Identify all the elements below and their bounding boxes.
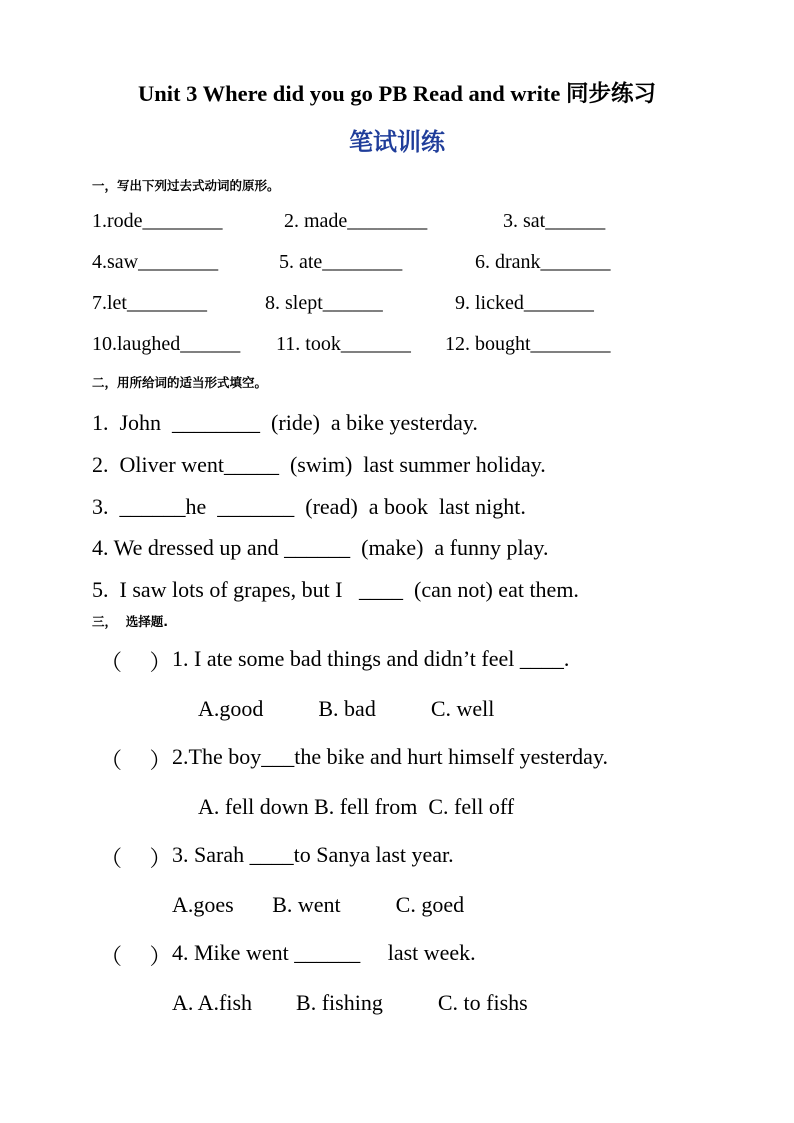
past-tense-item: 2. made________ — [284, 210, 428, 232]
answer-bracket: （ ） — [100, 650, 172, 675]
past-tense-item: 11. took_______ — [276, 333, 411, 355]
past-tense-item: 6. drank_______ — [475, 251, 611, 273]
worksheet-subtitle: 笔试训练 — [349, 128, 445, 156]
fill-in-item: 3. ______he _______ (read) a book last night. — [92, 494, 526, 519]
fill-in-item: 5. I saw lots of grapes, but I ____ (can not) eat them. — [92, 577, 579, 602]
question-options: A. A.fish B. fishing C. to fishs — [172, 990, 528, 1015]
section-2-heading: 二，用所给词的适当形式填空。 — [92, 375, 268, 390]
past-tense-item: 12. bought________ — [445, 333, 611, 355]
fill-in-item: 1. John ________ (ride) a bike yesterday. — [92, 410, 478, 435]
question-text: 3. Sarah ____to Sanya last year. — [172, 842, 454, 867]
question-options: A. fell down B. fell from C. fell off — [198, 794, 515, 819]
answer-bracket: （ ） — [100, 944, 172, 969]
question-text: 1. I ate some bad things and didn’t feel ____. — [172, 646, 570, 671]
past-tense-item: 4.saw________ — [92, 251, 219, 273]
fill-in-item: 2. Oliver went_____ (swim) last summer holiday. — [92, 452, 546, 477]
question-text: 4. Mike went ______ last week. — [172, 940, 476, 965]
past-tense-item: 1.rode________ — [92, 210, 223, 232]
answer-bracket: （ ） — [100, 748, 172, 773]
past-tense-item: 8. slept______ — [265, 292, 383, 314]
question-options: A.goes B. went C. goed — [172, 892, 465, 917]
fill-in-item: 4. We dressed up and ______ (make) a funny play. — [92, 535, 549, 560]
section-3-heading: 三， 选择题. — [92, 614, 168, 629]
past-tense-item: 5. ate________ — [279, 251, 403, 273]
question-options: A.good B. bad C. well — [198, 696, 495, 721]
answer-bracket: （ ） — [100, 846, 172, 871]
past-tense-item: 9. licked_______ — [455, 292, 594, 314]
worksheet-title: Unit 3 Where did you go PB Read and write 同步练习 — [138, 81, 656, 106]
past-tense-item: 7.let________ — [92, 292, 207, 314]
past-tense-item: 3. sat______ — [503, 210, 606, 232]
past-tense-item: 10.laughed______ — [92, 333, 241, 355]
question-text: 2.The boy___the bike and hurt himself yesterday. — [172, 744, 609, 769]
section-1-heading: 一，写出下列过去式动词的原形。 — [92, 178, 280, 193]
